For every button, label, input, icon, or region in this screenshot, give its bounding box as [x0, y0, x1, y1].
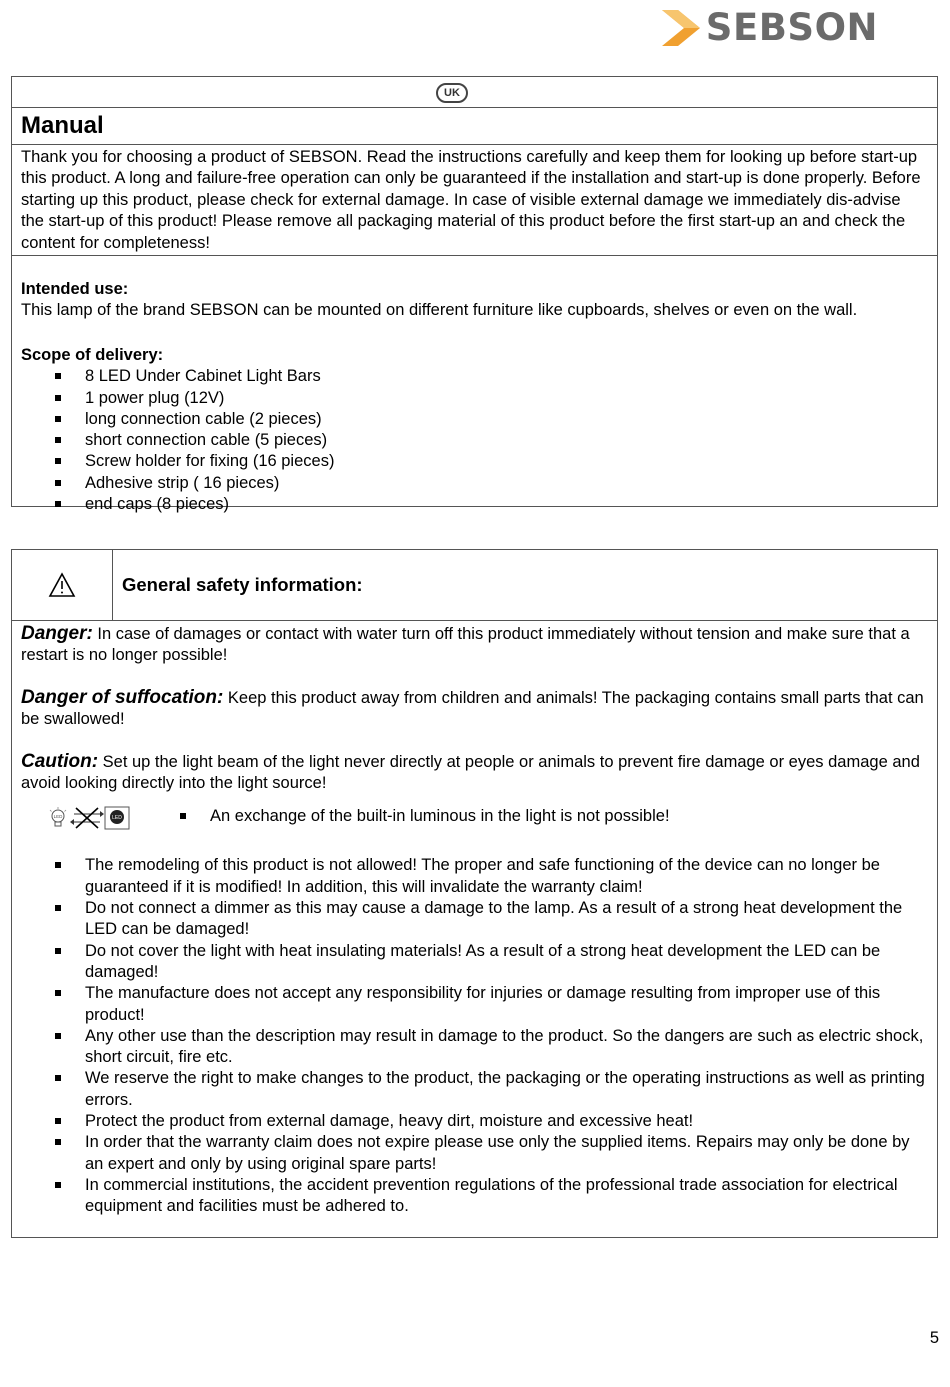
- list-item: The remodeling of this product is not allowed! The proper and safe functioning of the device can no longer be guaranteed if it is modified! In addition, this will invalidate the warranty claim!: [21, 855, 927, 898]
- danger-text: In case of damages or contact with water turn off this product immediately without tension and make sure that a restart is no longer possible!: [21, 625, 910, 665]
- svg-text:LED: LED: [53, 814, 63, 820]
- list-item: Adhesive strip ( 16 pieces): [21, 473, 937, 494]
- suffocation-label: Danger of suffocation:: [21, 686, 224, 708]
- caution-paragraph: [12, 749, 937, 795]
- page-number: 5: [929, 1329, 939, 1347]
- list-item: Protect the product from external damage, heavy dirt, moisture and excessive heat!: [21, 1111, 927, 1132]
- list-item: short connection cable (5 pieces): [21, 430, 937, 451]
- list-item: In order that the warranty claim does not expire please use only the supplied items. Repairs may only be done by an expert and only by using original spare parts!: [21, 1132, 927, 1175]
- language-badge: UK: [436, 83, 468, 103]
- list-item: Screw holder for fixing (16 pieces): [21, 451, 937, 472]
- list-item: Do not connect a dimmer as this may cause a damage to the lamp. As a result of a strong heat development the LED can be damaged!: [21, 898, 927, 941]
- intended-use-heading: Intended use:: [21, 280, 129, 299]
- list-item: We reserve the right to make changes to the product, the packaging or the operating instructions as well as printing errors.: [21, 1068, 927, 1111]
- list-item: long connection cable (2 pieces): [21, 409, 937, 430]
- safety-heading: General safety information:: [122, 574, 363, 595]
- language-row: [12, 77, 937, 108]
- logo-chevron-icon: [658, 8, 702, 48]
- list-item: In commercial institutions, the accident prevention regulations of the professional trade association for electrical equipment and facilities must be adhered to.: [21, 1175, 927, 1218]
- exchange-list: [137, 806, 670, 827]
- warning-cell: [12, 550, 113, 620]
- no-exchange-icon: [70, 806, 104, 830]
- safety-section: [11, 549, 938, 1238]
- list-item: The manufacture does not accept any responsibility for injuries or damage resulting from improper use of this product!: [21, 983, 927, 1026]
- brand-name: SEBSON: [705, 6, 878, 49]
- manual-section: [11, 76, 938, 514]
- manual-title: Manual: [21, 112, 104, 139]
- manual-title-row: [12, 108, 937, 145]
- caution-text: Set up the light beam of the light never directly at people or animals to prevent fire damage or eyes damage and avoid looking directly into the light source!: [21, 752, 920, 793]
- spacer: [12, 256, 937, 277]
- caution-label: Caution:: [21, 750, 99, 772]
- spacer: [12, 731, 937, 749]
- led-chip-icon: [104, 806, 130, 830]
- list-item: An exchange of the built-in luminous in the light is not possible!: [146, 806, 670, 827]
- list-item: Do not cover the light with heat insulating materials! As a result of a strong heat development the LED can be damaged!: [21, 941, 927, 984]
- suffocation-paragraph: [12, 685, 937, 731]
- list-item: 1 power plug (12V): [21, 388, 937, 409]
- spacer: [12, 842, 937, 855]
- exchange-row: [12, 804, 937, 842]
- list-item: Any other use than the description may result in damage to the product. So the dangers are such as electric shock, short circuit, fire etc.: [21, 1026, 927, 1069]
- exchange-icons: [46, 806, 130, 830]
- danger-label: Danger:: [21, 623, 93, 644]
- intro-paragraph: Thank you for choosing a product of SEBSON. Read the instructions carefully and keep them for looking up before start-up this product. A long and failure-free operation can only be guaranteed if the installation and start-up is done properly. Before starting up this product, please check for external damage. In case of visible external damage we immediately dis-advise the start-up of this product! Please remove all packaging material of this product before the first start-up an and check the content for completeness!: [12, 145, 937, 256]
- scope-heading: Scope of delivery:: [21, 345, 164, 364]
- danger-paragraph: [12, 621, 937, 667]
- brand-logo: [658, 6, 878, 49]
- suffocation-text: Keep this product away from children and animals! The packaging contains small parts that can be swallowed!: [21, 688, 924, 729]
- intended-use-text: This lamp of the brand SEBSON can be mounted on different furniture like cupboards, shelves or even on the wall.: [21, 301, 858, 320]
- list-item: 8 LED Under Cabinet Light Bars: [21, 366, 937, 387]
- svg-text:LED: LED: [112, 815, 122, 822]
- safety-list: [12, 855, 937, 1217]
- led-bulb-icon: [46, 806, 70, 830]
- warning-triangle-icon: [48, 572, 76, 598]
- safety-header: [12, 550, 937, 621]
- spacer: [12, 667, 937, 685]
- spacer: [12, 322, 937, 343]
- scope-list: [12, 366, 937, 515]
- list-item: end caps (8 pieces): [21, 494, 937, 515]
